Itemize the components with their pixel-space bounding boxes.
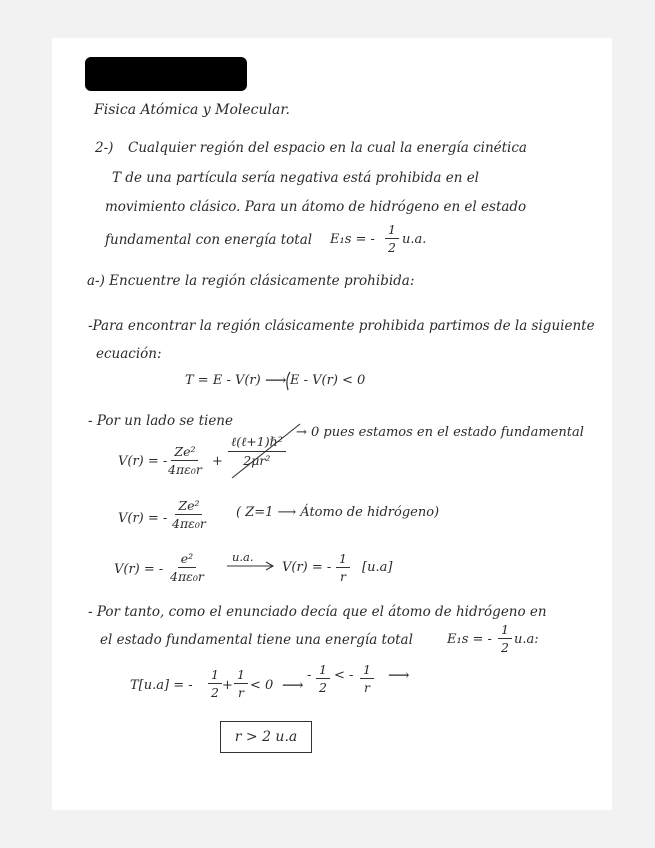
problem-line-4: fundamental con energía total [105, 232, 313, 248]
forbidden-condition: E - V(r) < 0 [290, 373, 366, 388]
bracket-stroke [287, 372, 290, 390]
potential-3-rhs-num: 1 [336, 551, 350, 568]
conclusion-line-1: - Por tanto, como el enunciado decía que el átomo de hidrógeno en [88, 604, 547, 620]
potential-2-num: Ze² [175, 498, 202, 515]
strike-through-line [232, 424, 300, 478]
centrifugal-note: → 0 pues estamos en el estado fundamental [296, 425, 584, 440]
centrifugal-num: ℓ(ℓ+1)ℏ² [228, 434, 286, 452]
conclusion-num: 1 [498, 622, 512, 639]
potential-3-lhs: V(r) = - [114, 562, 164, 577]
page-title: Fisica Atómica y Molecular. [94, 102, 290, 118]
ineq-d2: r [237, 685, 244, 700]
potential-3-num: e² [178, 551, 196, 568]
problem-number: 2-) [95, 140, 114, 156]
energy-unit: u.a. [402, 232, 427, 247]
ineq-n2: 1 [234, 667, 248, 684]
potential-1-num-1: Ze² [171, 444, 198, 461]
potential-2-den: 4πε₀r [172, 516, 206, 531]
atomic-units-label: u.a. [232, 550, 254, 564]
conclusion-unit: u.a: [514, 632, 539, 647]
kinetic-energy-equation: T = E - V(r) [185, 373, 261, 388]
conclusion-den: 2 [501, 640, 509, 655]
energy-numerator: 1 [385, 222, 399, 239]
problem-line-3: movimiento clásico. Para un átomo de hidrógeno en el estado [105, 199, 527, 215]
inequality-lhs: T[u.a] = - [130, 678, 193, 693]
ineq-arrow: ⟶ [282, 676, 304, 694]
ineq-minus: - [307, 668, 312, 683]
problem-line-2: T de una partícula sería negativa está prohibida en el [112, 170, 479, 186]
potential-1-lhs: V(r) = - [118, 454, 168, 469]
conclusion-line-2: el estado fundamental tiene una energía total [100, 632, 413, 648]
conclusion-energy-label: E₁s = - [447, 632, 492, 647]
ineq-n1: 1 [208, 667, 222, 684]
ineq-plus: + [222, 678, 233, 693]
ineq-n4: 1 [360, 662, 374, 679]
implies-arrow: ⟶ [265, 371, 287, 389]
centrifugal-den: 2μr² [243, 453, 271, 468]
hydrogen-note: ( Z=1 ⟶ Átomo de hidrógeno) [236, 505, 440, 520]
by-one-side-text: - Por un lado se tiene [88, 413, 233, 429]
ineq-d1: 2 [211, 685, 219, 700]
potential-3-rhs: V(r) = - [282, 560, 332, 575]
potential-3-unit: [u.a] [362, 560, 393, 575]
ineq-less-minus: < - [334, 668, 354, 683]
energy-label: E₁s = - [330, 232, 375, 247]
answer-text: r > 2 u.a [234, 729, 298, 745]
energy-denominator: 2 [388, 240, 396, 255]
intro-line-1: -Para encontrar la región clásicamente prohibida partimos de la siguiente [88, 318, 595, 334]
potential-1-den-1: 4πε₀r [168, 462, 202, 477]
ineq-n3: 1 [316, 662, 330, 679]
ineq-d4: r [363, 680, 370, 695]
ineq-d3: 2 [319, 680, 327, 695]
problem-line-1: Cualquier región del espacio en la cual la energía cinética [128, 140, 527, 156]
intro-line-2: ecuación: [96, 346, 162, 362]
plus-sign: + [212, 454, 223, 469]
ineq-less-zero: < 0 [250, 678, 274, 693]
ineq-arrow-2: ⟶ [388, 666, 410, 684]
potential-2-lhs: V(r) = - [118, 511, 168, 526]
part-a-heading: a-) Encuentre la región clásicamente prohibida: [87, 273, 415, 289]
potential-3-den: 4πε₀r [170, 569, 204, 584]
potential-3-rhs-den: r [339, 569, 346, 584]
